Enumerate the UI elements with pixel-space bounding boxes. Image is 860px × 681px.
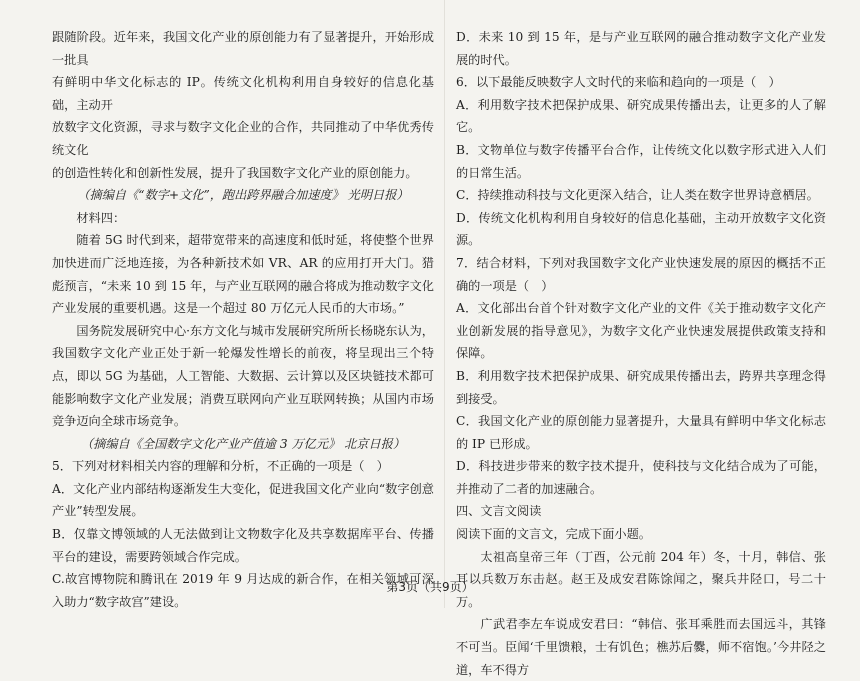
left-column [52,26,434,613]
question-5-option-a: A．文化产业内部结构逐渐发生大变化，促进我国文化产业向“数字创意产业”转型发展。 [52,481,434,519]
question-6-stem: 6．以下最能反映数字人文时代的来临和趋向的一项是（ ） [456,75,781,90]
question-7-option-c: C．我国文化产业的原创能力显著提升，大量具有鲜明中华文化标志的 IP 已形成。 [456,414,826,451]
source-citation-1: （摘编自《“数字+文化”，跑出跨界融合加速度》 光明日报） [77,188,409,203]
question-5-option-c: C.故宫博物院和腾讯在 2019 年 9 月达成的新合作，在相关领域可深入助力“数字故宫”建设。 [52,572,434,609]
source-citation-2: （摘编自《全国数字文化产业产值逾 3 万亿元》 北京日报） [80,436,406,451]
material3-line-3: 放数字文化资源，寻求与数字文化企业的合作，共同推动了中华优秀传统文化 [52,120,434,157]
question-5-stem: 5．下列对材料相关内容的理解和分析，不正确的一项是（ ） [52,459,389,474]
question-6-option-d: D．传统文化机构利用自身较好的信息化基础，主动开放数字文化资源。 [456,210,826,248]
material4-label: 材料四： [76,210,126,225]
classical-text-paragraph-1: 太祖高皇帝三年（丁酉，公元前 204 年）冬，十月，韩信、张耳以兵数万东击赵。赵王及成安君陈馀闻之，聚兵井陉口，号二十万。 [456,549,826,609]
question-7-option-d: D．科技进步带来的数字技术提升，使科技与文化结合成为了可能，并推动了二者的加速融合。 [456,459,826,496]
material4-paragraph-2: 国务院发展研究中心·东方文化与城市发展研究所所长杨晓东认为，我国数字文化产业正处于新一轮爆发性增长的前夜，将呈现出三个特点，即以 5G 为基础，人工智能、大数据、云计算以及区块链技术都可能影响数字文化产业发展；消费互联网向产业互联网转换；从国内市场竞争迈向全球市场竞争。 [52,323,434,429]
question-6-option-b: B．文物单位与数字传播平台合作，让传统文化以数字形式进入人们的日常生活。 [456,142,826,180]
material3-line-1: 跟随阶段。近年来，我国文化产业的原创能力有了显著提升，开始形成一批具 [52,30,434,67]
page-number: 第3页（共9页） [386,580,474,594]
material4-paragraph-1: 随着 5G 时代到来，超带宽带来的高速度和低时延，将使整个世界加快进而广泛地连接，为各种新技术如 VR、AR 的应用打开大门。猎彪预言，“未来 10 到 15 年，与产业互联网的融合将成为推动数字文化产业发展的重要机遇。这是一个超过 80 万亿元人民币的大市场。” [52,233,434,316]
question-5-option-d: D．未来 10 到 15 年，是与产业互联网的融合推动数字文化产业发展的时代。 [456,30,826,67]
material3-line-2: 有鲜明中华文化标志的 IP。传统文化机构利用自身较好的信息化基础，主动开 [52,75,434,112]
question-7-stem: 7．结合材料，下列对我国数字文化产业快速发展的原因的概括不正确的一项是（ ） [456,255,826,293]
question-6-option-a: A．利用数字技术把保护成果、研究成果传播出去，让更多的人了解它。 [456,97,826,135]
page-fold-line [444,0,445,608]
question-6-option-c: C．持续推动科技与文化更深入结合，让人类在数字世界诗意栖居。 [456,188,819,203]
question-5-option-b: B．仅靠文博领域的人无法做到让文物数字化及共享数据库平台、传播平台的建设，需要跨领域合作完成。 [52,527,434,564]
question-7-option-b: B．利用数字技术把保护成果、研究成果传播出去，跨界共享理念得到接受。 [456,368,826,406]
section-4-heading: 四、文言文阅读 [456,504,542,519]
material3-line-4: 的创造性转化和创新性发展，提升了我国数字文化产业的原创能力。 [52,165,418,180]
classical-text-paragraph-2: 广武君李左车说成安君曰：“韩信、张耳乘胜而去国远斗，其锋不可当。臣闻‘千里馈粮，士有饥色；樵苏后爨，师不宿饱。’今井陉之道，车不得方 [456,617,826,677]
question-7-option-a: A．文化部出台首个针对数字文化产业的文件《关于推动数字文化产业创新发展的指导意见》，为数字文化产业快速发展提供政策支持和保障。 [456,301,826,361]
section-4-instruction: 阅读下面的文言文，完成下面小题。 [456,527,651,542]
